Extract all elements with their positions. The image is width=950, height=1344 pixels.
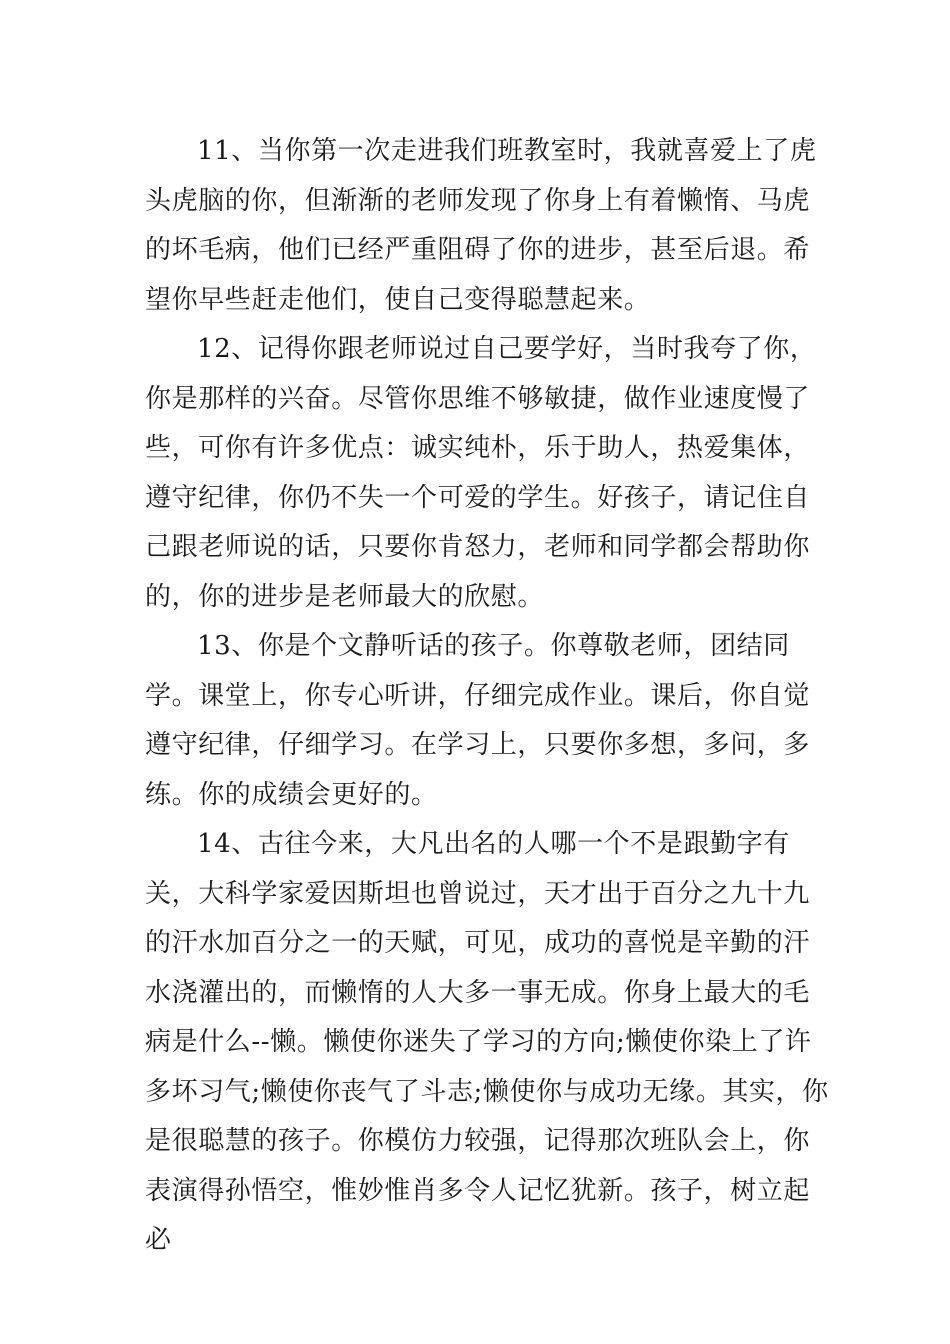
paragraph-12: 12、记得你跟老师说过自己要学好，当时我夸了你，你是那样的兴奋。尽管你思维不够敏捷，做作业速度慢了些，可你有许多优点：诚实纯朴，乐于助人，热爱集体，遵守纪律，你仍不失一个可爱的学生。好孩子，请记住自己跟老师说的话，只要你肯怒力，老师和同学都会帮助你的，你的进步是老师最大的欣慰。 bbox=[145, 334, 817, 612]
paragraph-13: 13、你是个文静听话的孩子。你尊敬老师，团结同学。课堂上，你专心听讲，仔细完成作业。课后，你自觉遵守纪律，仔细学习。在学习上，只要你多想，多问，多练。你的成绩会更好的。 bbox=[145, 631, 811, 810]
paragraph-11: 11、当你第一次走进我们班教室时，我就喜爱上了虎头虎脑的你，但渐渐的老师发现了你身上有着懒惰、马虎的坏毛病，他们已经严重阻碍了你的进步，甚至后退。希望你早些赶走他们，使自己变得聪慧起来。 bbox=[145, 136, 817, 315]
paragraph-14: 14、古往今来，大凡出名的人哪一个不是跟勤字有关，大科学家爱因斯坦也曾说过，天才出于百分之九十九的汗水加百分之一的天赋，可见，成功的喜悦是辛勤的汗水浇灌出的，而懒惰的人大多一事无成。你身上最大的毛病是什么--懒。懒使你迷失了学习的方向;懒使你染上了许多坏习气;懒使你丧气了斗志;懒使你与成功无缘。其实，你是很聪慧的孩子。你模仿力较强，记得那次班队会上，你表演得孙悟空，惟妙惟肖多令人记忆犹新。孩子，树立起必 bbox=[145, 829, 829, 1255]
